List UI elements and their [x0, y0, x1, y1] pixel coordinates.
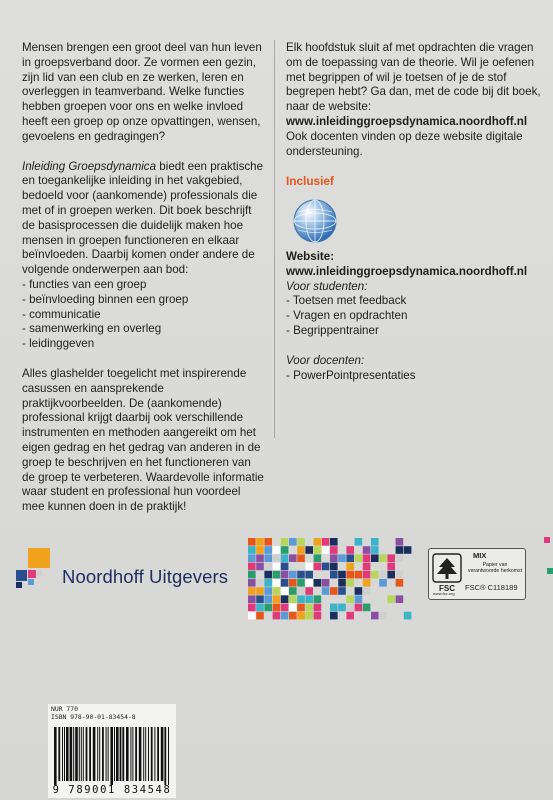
website-label: Website:	[286, 250, 335, 263]
mosaic-tile	[264, 554, 272, 562]
closing-paragraph: Alles glashelder toegelicht met inspirerende casussen en aansprekende praktijkvoorbeelden. De (aankomende) professional krijgt daarbij ook verschillende instrumenten en methoden aangereikt om het eigen gedrag en het gedrag van anderen in de groep te beschrijven en het functioneren van de groep te verbeteren. Waardevolle informatie waar student en professional hun voordeel mee kunnen doen in de praktijk!	[22, 366, 264, 514]
topic-item: - functies van een groep	[22, 277, 147, 291]
barcode-digits: 9 789001 834548	[52, 784, 172, 796]
mosaic-tile	[371, 612, 379, 620]
mosaic-tile	[281, 563, 289, 571]
barcode-bar	[126, 727, 129, 781]
barcode-bar	[99, 727, 100, 781]
fsc-label	[428, 548, 526, 600]
mosaic-tile	[396, 546, 404, 554]
mosaic-tile	[355, 538, 363, 546]
mosaic-tile	[314, 604, 322, 612]
mosaic-tile	[289, 571, 297, 579]
mosaic-tile	[264, 587, 272, 595]
barcode-bar	[110, 727, 113, 785]
barcode-bar	[135, 727, 137, 781]
barcode-bar	[70, 727, 73, 781]
nur-code: NUR 770	[51, 705, 78, 713]
mosaic-tile	[256, 554, 264, 562]
mosaic-tile	[404, 546, 412, 554]
mosaic-tile	[281, 579, 289, 587]
mosaic-tile	[346, 546, 354, 554]
mosaic-tile	[264, 595, 272, 603]
mosaic-tile	[387, 595, 395, 603]
mosaic-tile	[248, 554, 256, 562]
barcode-bar	[93, 727, 96, 781]
mosaic-tile	[289, 538, 297, 546]
mosaic-tile	[314, 579, 322, 587]
mosaic-tile	[338, 579, 346, 587]
mosaic-tile	[330, 612, 338, 620]
mosaic-tile	[396, 538, 404, 546]
mosaic-tile	[355, 595, 363, 603]
fsc-mix: MIX	[473, 551, 487, 560]
edge-mark	[544, 537, 550, 543]
barcode-bar	[122, 727, 124, 781]
mosaic-tile	[330, 554, 338, 562]
mosaic-tile	[281, 587, 289, 595]
mosaic-tile	[248, 604, 256, 612]
mosaic-tile	[248, 538, 256, 546]
mosaic-tile	[379, 612, 387, 620]
barcode-bar	[97, 727, 98, 781]
mosaic-tile	[330, 587, 338, 595]
mosaic-tile	[338, 604, 346, 612]
mosaic-tile	[297, 579, 305, 587]
mosaic-tile	[273, 554, 281, 562]
fsc-papier: Papier van verantwoorde herkomst	[467, 562, 523, 574]
mosaic-tile	[322, 546, 330, 554]
mosaic-tile	[297, 587, 305, 595]
mosaic-tile	[346, 571, 354, 579]
mosaic-tile	[346, 579, 354, 587]
mosaic-tile	[305, 595, 313, 603]
mosaic-tile	[371, 554, 379, 562]
mosaic-tile	[273, 604, 281, 612]
barcode-bar	[86, 727, 88, 781]
topic-item: - samenwerking en overleg	[22, 322, 162, 336]
mosaic-tile	[330, 563, 338, 571]
website-block	[286, 250, 546, 383]
mosaic-tile	[273, 579, 281, 587]
student-item: - Vragen en opdrachten	[286, 309, 408, 323]
topic-list	[22, 278, 266, 352]
mosaic-tile	[314, 554, 322, 562]
barcode-bar	[81, 727, 82, 781]
barcode-bar	[143, 727, 144, 781]
mosaic-tile	[346, 563, 354, 571]
barcode-bar	[66, 727, 69, 781]
description-text: biedt een praktische en toegankelijke inleiding in het vakgebied, bedoeld voor (aankomende) professionals die met of in groepen werken. Dit boek beschrijft de basisprocessen die duidelijk maken hoe mensen in groepen functioneren en elkaar beïnvloeden. Daarbij komen onder andere de volgende onderwerpen aan bod:	[22, 159, 264, 277]
mosaic-tile	[248, 587, 256, 595]
mosaic-tile	[322, 563, 330, 571]
mosaic-tile	[355, 554, 363, 562]
edge-mark	[547, 568, 553, 574]
barcode-bar	[132, 727, 133, 781]
mosaic-tile	[297, 538, 305, 546]
mosaic-tile	[371, 538, 379, 546]
mosaic-tile	[256, 612, 264, 620]
mosaic-tile	[396, 595, 404, 603]
mosaic-tile	[289, 595, 297, 603]
mosaic-tile	[256, 579, 264, 587]
mosaic-tile	[256, 595, 264, 603]
mosaic-tile	[363, 587, 371, 595]
mosaic-tile	[289, 587, 297, 595]
barcode-bar	[130, 727, 131, 781]
mosaic-tile	[297, 546, 305, 554]
mosaic-tile	[346, 604, 354, 612]
mosaic-tile	[305, 571, 313, 579]
mosaic-tile	[404, 612, 412, 620]
mosaic-tile	[248, 571, 256, 579]
barcode-bar	[154, 727, 155, 781]
mosaic-tile	[379, 579, 387, 587]
book-title: Inleiding Groepsdynamica	[22, 159, 157, 173]
mosaic-tile	[248, 563, 256, 571]
inclusief-label: Inclusief	[286, 174, 334, 189]
website-url: www.inleidinggroepsdynamica.noordhoff.nl	[286, 114, 528, 128]
mosaic-tile	[289, 612, 297, 620]
mosaic-tile	[338, 587, 346, 595]
fsc-code: FSC® C118189	[465, 583, 518, 592]
students-heading: Voor studenten:	[286, 279, 368, 293]
fsc-tree-icon	[432, 553, 462, 593]
mosaic-tile	[305, 579, 313, 587]
mosaic-tile	[363, 579, 371, 587]
barcode-bar	[161, 727, 164, 781]
mosaic-tile	[322, 579, 330, 587]
mosaic-tile	[379, 571, 387, 579]
mosaic-tile	[355, 587, 363, 595]
mosaic-tile	[330, 571, 338, 579]
mosaic-tile	[256, 563, 264, 571]
mosaic-tile	[330, 546, 338, 554]
mosaic-tile	[273, 571, 281, 579]
mosaic-tile	[248, 546, 256, 554]
mosaic-tile	[314, 563, 322, 571]
mosaic-tile	[330, 604, 338, 612]
publisher-name: Noordhoff Uitgevers	[62, 566, 229, 587]
mosaic-tile	[264, 579, 272, 587]
mosaic-tile	[297, 554, 305, 562]
mosaic-tile	[363, 554, 371, 562]
mosaic-tile	[305, 587, 313, 595]
mosaic-tile	[256, 546, 264, 554]
mosaic-tile	[273, 546, 281, 554]
website-url-full: www.inleidinggroepsdynamica.noordhoff.nl	[286, 264, 528, 278]
mosaic-tile	[314, 538, 322, 546]
barcode-bar	[79, 727, 80, 781]
fsc-url: www.fsc.org	[433, 591, 455, 596]
mosaic-tile	[273, 595, 281, 603]
mosaic-tile	[387, 571, 395, 579]
right-column	[286, 41, 541, 189]
mosaic-tile	[273, 587, 281, 595]
topic-item: - beïnvloeding binnen een groep	[22, 292, 189, 306]
mosaic-tile	[314, 546, 322, 554]
mosaic-tile	[346, 595, 354, 603]
mosaic-tile	[264, 546, 272, 554]
mosaic-tile	[322, 587, 330, 595]
mosaic-tile	[281, 604, 289, 612]
left-column	[22, 41, 266, 515]
barcode-bar	[168, 727, 169, 785]
mosaic-tile	[264, 604, 272, 612]
mosaic-tile	[264, 563, 272, 571]
student-item: - Toetsen met feedback	[286, 294, 407, 308]
mosaic-tile	[363, 604, 371, 612]
mosaic-tile	[387, 554, 395, 562]
mosaic-tile	[346, 612, 354, 620]
right-intro-paragraph: Elk hoofdstuk sluit af met opdrachten die vragen om de toepassing van de theorie. Wil je oefenen met begrippen of wil je toetsen of je de stof begrepen hebt? Ga dan, met de code bij dit boek, naar de website:	[286, 41, 541, 114]
globe-icon	[292, 198, 338, 244]
barcode-bar	[164, 727, 166, 785]
mosaic-tile	[396, 571, 404, 579]
intro-paragraph: Mensen brengen een groot deel van hun leven in groepsverband door. Ze vormen een gezin, zijn lid van een club en ze werken, leren en overleggen in teamverband. Welke functies hebben groepen voor ons en welke invloed heeft een groep op onze opvattingen, wensen, gevoelens en gedragingen?	[22, 41, 262, 143]
mosaic-tile	[289, 554, 297, 562]
mosaic-tile	[264, 538, 272, 546]
barcode-bar	[64, 727, 65, 781]
barcode-bar	[102, 727, 104, 781]
mosaic-tile	[273, 612, 281, 620]
mosaic-tile	[338, 571, 346, 579]
barcode-bar	[151, 727, 153, 781]
teacher-item: - PowerPointpresentaties	[286, 368, 416, 382]
barcode-bar	[58, 727, 60, 781]
topic-item: - leidinggeven	[22, 337, 95, 351]
color-mosaic	[248, 538, 413, 620]
mosaic-tile	[330, 538, 338, 546]
mosaic-tile	[371, 571, 379, 579]
mosaic-tile	[314, 612, 322, 620]
barcode-bar	[62, 727, 63, 781]
mosaic-tile	[297, 595, 305, 603]
topic-item: - communicatie	[22, 307, 101, 321]
mosaic-tile	[256, 587, 264, 595]
mosaic-tile	[305, 563, 313, 571]
barcode-bar	[120, 727, 122, 781]
mosaic-tile	[248, 595, 256, 603]
barcode	[52, 727, 172, 785]
mosaic-tile	[396, 579, 404, 587]
mosaic-tile	[281, 612, 289, 620]
barcode-bar	[75, 727, 78, 781]
mosaic-tile	[281, 546, 289, 554]
mosaic-tile	[346, 554, 354, 562]
fsc-logo-text: FSC	[439, 584, 455, 593]
mosaic-tile	[256, 604, 264, 612]
mosaic-tile	[297, 612, 305, 620]
barcode-bar	[116, 727, 119, 781]
mosaic-tile	[273, 563, 281, 571]
column-divider	[274, 40, 275, 438]
mosaic-tile	[297, 571, 305, 579]
mosaic-tile	[355, 604, 363, 612]
isbn-code: ISBN 978-90-01-83454-8	[51, 713, 136, 721]
mosaic-tile	[322, 538, 330, 546]
mosaic-tile	[281, 538, 289, 546]
mosaic-tile	[338, 554, 346, 562]
barcode-bar	[157, 727, 159, 781]
student-item: - Begrippentrainer	[286, 323, 379, 337]
mosaic-tile	[371, 546, 379, 554]
mosaic-tile	[314, 595, 322, 603]
barcode-bar	[83, 727, 84, 781]
mosaic-tile	[264, 571, 272, 579]
mosaic-tile	[305, 604, 313, 612]
mosaic-tile	[281, 554, 289, 562]
mosaic-tile	[396, 554, 404, 562]
barcode-bar	[108, 727, 109, 781]
mosaic-tile	[305, 546, 313, 554]
mosaic-tile	[355, 571, 363, 579]
barcode-bar	[145, 727, 146, 781]
mosaic-tile	[248, 612, 256, 620]
mosaic-tile	[363, 563, 371, 571]
barcode-bar	[139, 727, 142, 781]
mosaic-tile	[363, 571, 371, 579]
mosaic-tile	[289, 604, 297, 612]
teachers-heading: Voor docenten:	[286, 353, 365, 367]
mosaic-tile	[289, 579, 297, 587]
mosaic-tile	[387, 563, 395, 571]
mosaic-tile	[281, 571, 289, 579]
noordhoff-logo-icon	[14, 546, 54, 590]
barcode-label	[48, 704, 176, 798]
mosaic-tile	[379, 554, 387, 562]
barcode-bar	[89, 727, 91, 781]
barcode-bar	[114, 727, 115, 781]
barcode-bar	[148, 727, 149, 781]
mosaic-tile	[305, 612, 313, 620]
description-paragraph	[22, 160, 266, 278]
mosaic-tile	[248, 579, 256, 587]
mosaic-tile	[297, 604, 305, 612]
mosaic-tile	[256, 538, 264, 546]
mosaic-tile	[363, 546, 371, 554]
barcode-bar	[106, 727, 107, 781]
barcode-bar	[54, 727, 57, 785]
mosaic-tile	[281, 595, 289, 603]
barcode-bar	[73, 727, 74, 781]
docenten-note: Ook docenten vinden op deze website digitale ondersteuning.	[286, 129, 523, 158]
